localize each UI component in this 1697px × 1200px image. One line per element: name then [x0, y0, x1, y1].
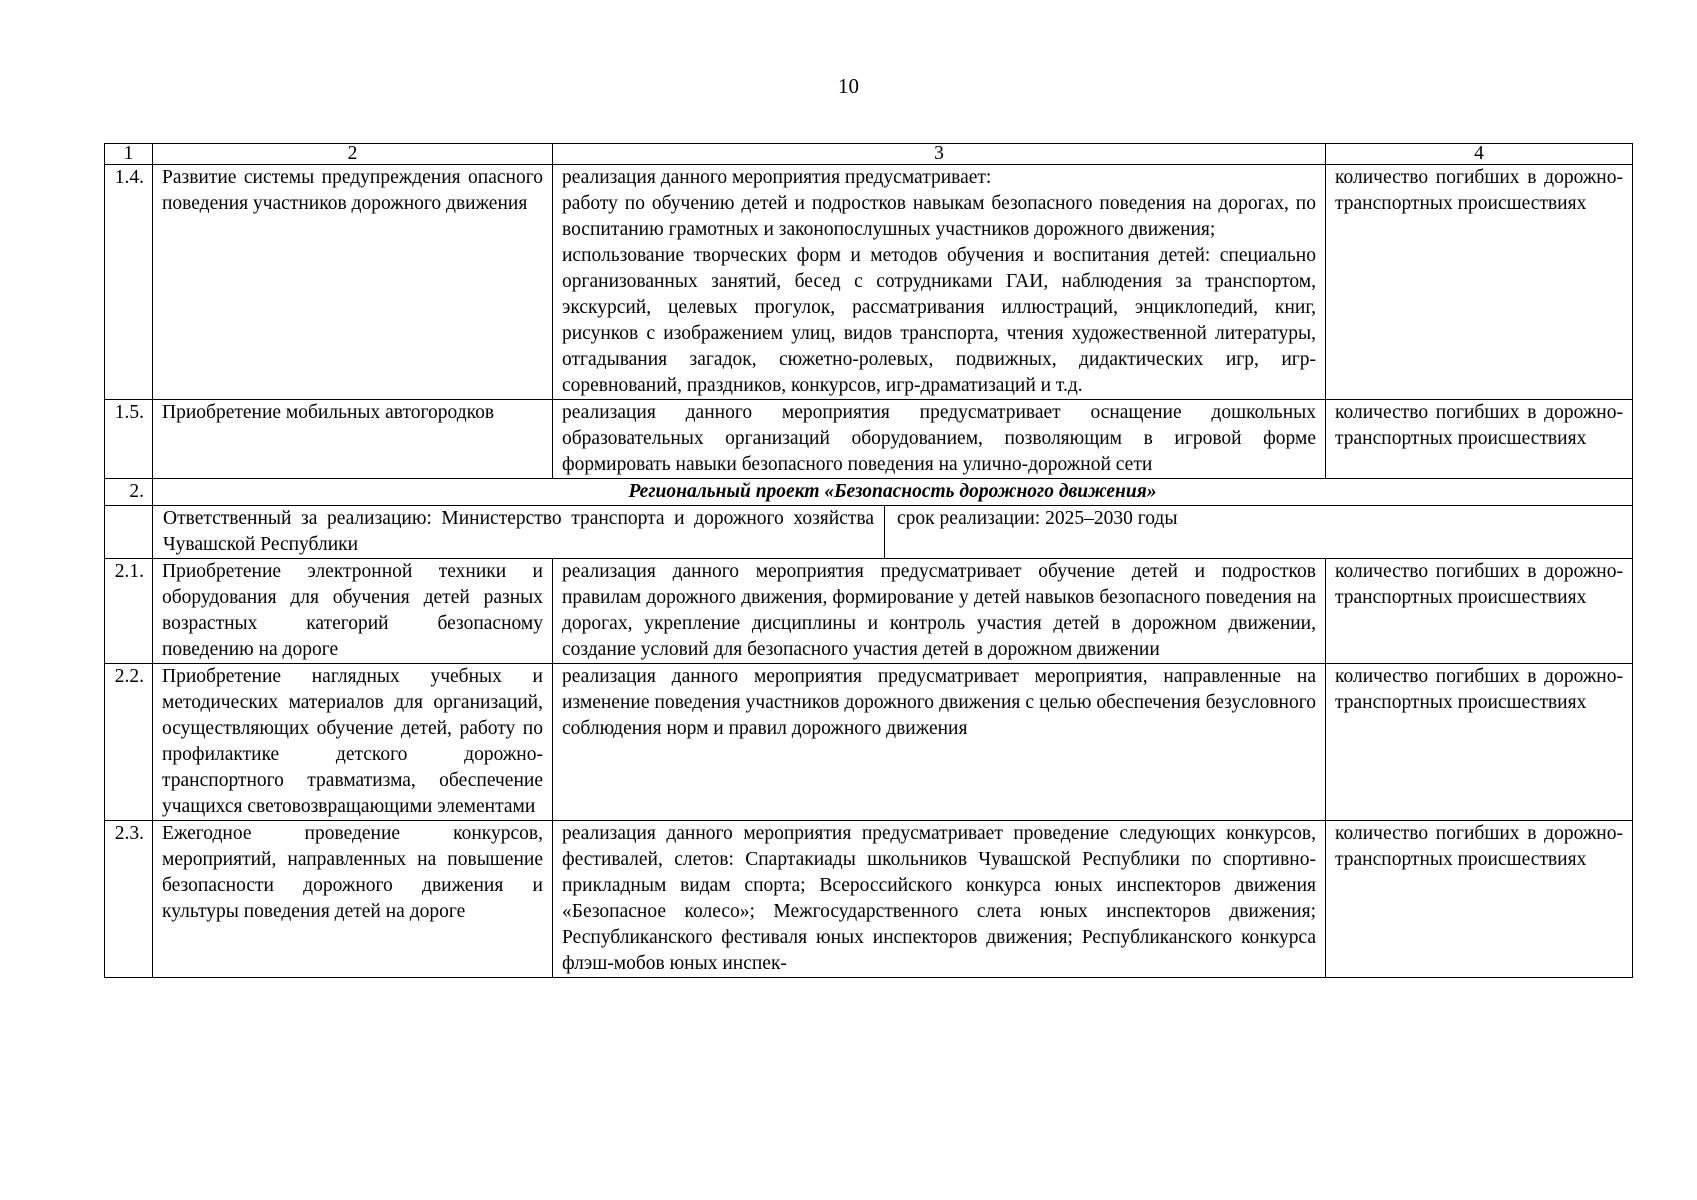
table-row — [105, 400, 1633, 479]
row-number: 1.5. — [105, 400, 153, 479]
page-number: 10 — [838, 74, 859, 98]
measure-name: Развитие системы предупреждения опасного поведения участников дорожного движения — [153, 165, 553, 400]
description-paragraph: работу по обучению детей и подростков навыкам безопасного поведения на дорогах, по воспитанию грамотных и законопослушных участников дорожного движения; — [562, 193, 1316, 240]
description-paragraph: реализация данного мероприятия предусматривает оснащение дошкольных образовательных организаций оборудованием, позволяющим в игровой форме формировать навыки безопасного поведения на улично-дорожной сети — [562, 402, 1316, 475]
row-number: 2.2. — [105, 664, 153, 821]
header-col-3: 3 — [553, 144, 1326, 165]
measure-name: Приобретение наглядных учебных и методических материалов для организаций, осуществляющих обучение детей, работу по профилактике детского дорожно-транспортного травматизма, обеспечение учащихся световозвращающими элементами — [153, 664, 553, 821]
responsible-cell — [153, 506, 1633, 559]
header-col-4: 4 — [1326, 144, 1633, 165]
table-row — [105, 559, 1633, 664]
indicator: количество погибших в дорожно-транспортных происшествиях — [1326, 400, 1633, 479]
section-row — [105, 479, 1633, 506]
description-paragraph: реализация данного мероприятия предусматривает обучение детей и подростков правилам дорожного движения, формирование у детей навыков безопасного поведения на дорогах, укрепление дисциплины и контроль участия детей в дорожном движении, создание условий для безопасного участия детей в дорожном движении — [562, 561, 1316, 660]
indicator: количество погибших в дорожно-транспортных происшествиях — [1326, 821, 1633, 978]
measure-name: Приобретение мобильных автогородков — [153, 400, 553, 479]
section-number: 2. — [105, 479, 153, 506]
description-paragraph: реализация данного мероприятия предусматривает: — [562, 167, 992, 188]
header-col-1: 1 — [105, 144, 153, 165]
measure-description — [553, 400, 1326, 479]
indicator: количество погибших в дорожно-транспортных происшествиях — [1326, 559, 1633, 664]
table-row — [105, 821, 1633, 978]
measure-description — [553, 165, 1326, 400]
description-paragraph: реализация данного мероприятия предусматривает проведение следующих конкурсов, фестивалей, слетов: Спартакиады школьников Чувашской Республики по спортивно-прикладным видам спорта; Всероссийского конкурса юных инспекторов движения «Безопасное колесо»; Межгосударственного слета юных инспекторов движения; Республиканского фестиваля юных инспекторов движения; Республиканского конкурса флэш-мобов юных инспек- — [562, 823, 1316, 974]
table-row — [105, 664, 1633, 821]
description-paragraph: реализация данного мероприятия предусматривает мероприятия, направленные на изменение поведения участников дорожного движения с целью обеспечения безусловного соблюдения норм и правил дорожного движения — [562, 666, 1316, 739]
row-number: 1.4. — [105, 165, 153, 400]
row-number: 2.3. — [105, 821, 153, 978]
responsible-row — [105, 506, 1633, 559]
indicator: количество погибших в дорожно-транспортных происшествиях — [1326, 664, 1633, 821]
section-title: Региональный проект «Безопасность дорожного движения» — [153, 479, 1633, 506]
table-row — [105, 165, 1633, 400]
measures-table — [104, 143, 1633, 978]
indicator: количество погибших в дорожно-транспортных происшествиях — [1326, 165, 1633, 400]
term-text: срок реализации: 2025–2030 годы — [897, 508, 1178, 529]
table-header-row — [105, 144, 1633, 165]
measure-description — [553, 559, 1326, 664]
measure-description — [553, 821, 1326, 978]
responsible-text: Ответственный за реализацию: Министерство транспорта и дорожного хозяйства Чувашской Республики — [153, 506, 885, 558]
measure-description — [553, 664, 1326, 821]
header-col-2: 2 — [153, 144, 553, 165]
empty-number-cell — [105, 506, 153, 559]
measure-name: Приобретение электронной техники и оборудования для обучения детей разных возрастных категорий безопасному поведению на дороге — [153, 559, 553, 664]
measure-name: Ежегодное проведение конкурсов, мероприятий, направленных на повышение безопасности дорожного движения и культуры поведения детей на дороге — [153, 821, 553, 978]
row-number: 2.1. — [105, 559, 153, 664]
description-paragraph: использование творческих форм и методов обучения и воспитания детей: специально организованных занятий, бесед с сотрудниками ГАИ, наблюдения за транспортом, экскурсий, целевых прогулок, рассматривания иллюстраций, энциклопедий, книг, рисунков с изображением улиц, видов транспорта, чтения художественной литературы, отгадывания загадок, сюжетно-ролевых, подвижных, дидактических игр, игр-соревнований, праздников, конкурсов, игр-драматизаций и т.д. — [562, 245, 1316, 396]
